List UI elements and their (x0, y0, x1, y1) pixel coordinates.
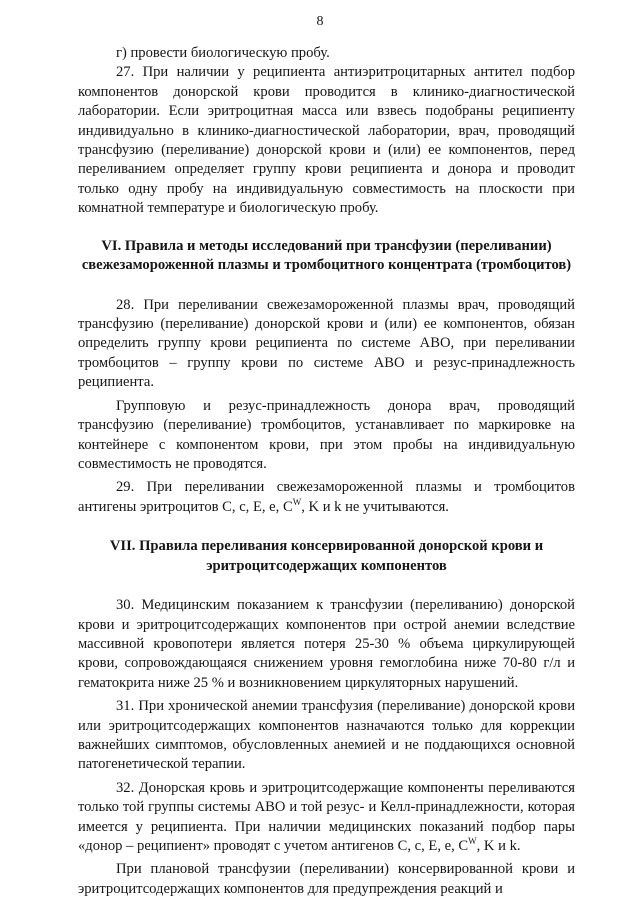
paragraph-32-superscript: W (468, 836, 477, 847)
paragraph-32 (78, 779, 575, 857)
paragraph-32-text: 32. Донорская кровь и эритроцитсодержащие компоненты переливаются только той группы системы АВО и той резус- и Келл-принадлежности, которая имеется у реципиента. При наличии медицинских показаний подбор пары «донор – реципиент» проводят с учетом антигенов С, с, Е, е, C (78, 779, 575, 854)
paragraph-28-continuation: Групповую и резус-принадлежность донора врач, проводящий трансфузию (переливание) тромбоцитов, устанавливает по маркировке на контейнере с компонентом крови, при этом пробы на индивидуальную совместимость не проводятся. (78, 397, 575, 472)
page-number: 8 (316, 14, 324, 29)
paragraph-29-text: 29. При переливании свежезамороженной плазмы и тромбоцитов антигены эритроцитов С, с, Е, е, C (78, 479, 575, 515)
paragraph-29-text-end: , K и k не учитываются. (301, 498, 449, 515)
paragraph-30: 30. Медицинским показанием к трансфузии (переливанию) донорской крови и эритроцитсодержащих компонентов при острой анемии вследствие массивной кровопотери является потеря 25-30 % объема циркулирующей крови, сопровождающаяся снижением уровня гемоглобина ниже 70-80 г/л и гематокрита ниже 25 % и возникновением циркуляторных нарушений. (78, 597, 575, 691)
paragraph-29 (78, 478, 575, 517)
paragraph-32-text-end: , K и k. (476, 838, 521, 854)
paragraph-final: При плановой трансфузии (переливании) консервированной крови и эритроцитсодержащих компонентов для предупреждения реакций и (78, 861, 575, 897)
document-body (78, 44, 575, 899)
paragraph-31: 31. При хронической анемии трансфузия (переливание) донорской крови или эритроцитсодержащих компонентов назначаются только для коррекции важнейших симптомов, обусловленных анемией и не поддающихся основной патогенетической терапии. (78, 698, 575, 773)
section-7-heading: VII. Правила переливания консервированной донорской крови и эритроцитсодержащих компонентов (109, 538, 544, 574)
paragraph-27: 27. При наличии у реципиента антиэритроцитарных антител подбор компонентов донорской крови проводится в клинико-диагностической лаборатории. Если эритроцитная масса или взвесь подобраны реципиенту индивидуально в клинико-диагностической лаборатории, врач, проводящий трансфузию (переливание) донорской крови и (или) ее компонентов, перед переливанием определяет группу крови реципиента и донора и проводит только одну пробу на индивидуальную совместимость на плоскости при комнатной температуре и биологическую пробу. (78, 64, 575, 217)
paragraph-28: 28. При переливании свежезамороженной плазмы врач, проводящий трансфузию (переливание) донорской крови и (или) ее компонентов, обязан определить группу крови реципиента по системе АВО, при переливании тромбоцитов – группу крови по системе АВО и резус-принадлежность реципиента. (78, 296, 575, 391)
paragraph-item-g: г) провести биологическую пробу. (116, 45, 330, 61)
paragraph-29-superscript: W (292, 496, 302, 507)
section-6-heading: VI. Правила и методы исследований при трансфузии (переливании) свежезамороженной плазмы и тромбоцитного концентрата (тромбоцитов) (81, 237, 572, 274)
